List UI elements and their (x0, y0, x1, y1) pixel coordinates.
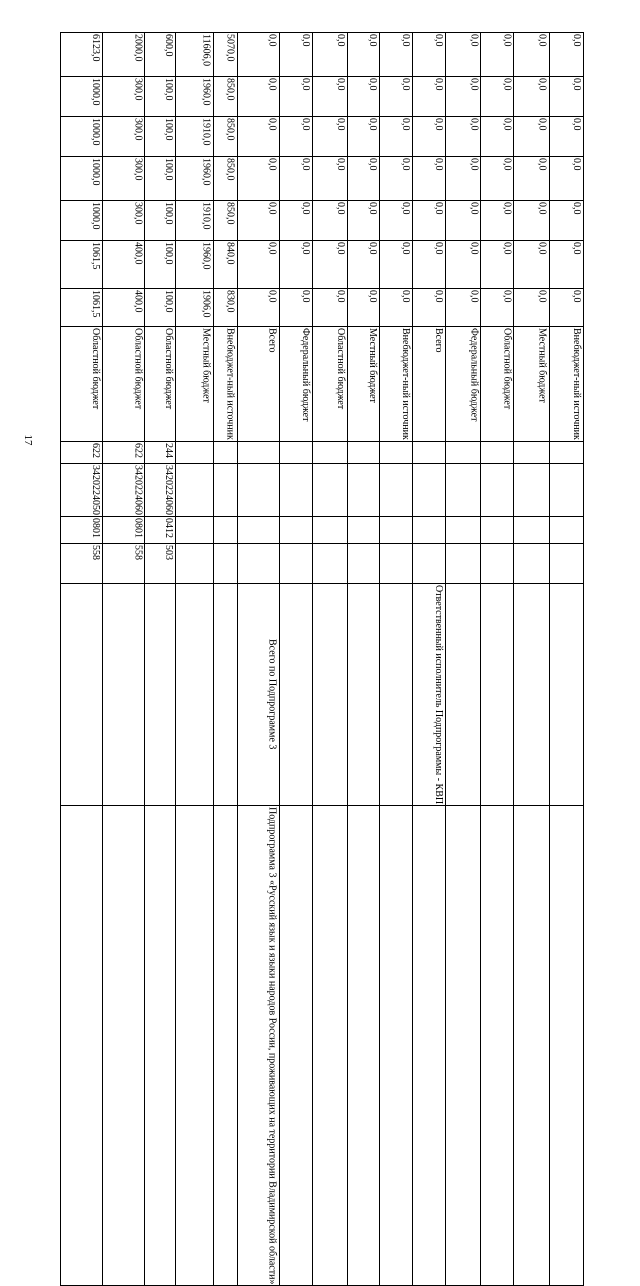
amount-cell: 0,0 (379, 201, 412, 241)
source-cell: Областной бюджет (312, 327, 347, 442)
program-cell (481, 805, 514, 1285)
amount-cell: 1061,5 (61, 241, 103, 289)
executor-cell (61, 583, 103, 805)
amount-cell: 0,0 (237, 289, 279, 327)
vr-cell (312, 441, 347, 463)
amount-cell: 0,0 (237, 201, 279, 241)
amount-cell: 0,0 (237, 33, 279, 77)
amount-cell: 0,0 (379, 77, 412, 117)
program-cell (279, 805, 312, 1285)
amount-cell: 600,0 (145, 33, 176, 77)
amount-cell: 0,0 (446, 77, 481, 117)
amount-cell: 0,0 (379, 241, 412, 289)
source-cell: Областной бюджет (145, 327, 176, 442)
table-row (61, 327, 584, 442)
amount-cell: 0,0 (514, 157, 549, 201)
grbs-cell (481, 543, 514, 583)
budget-table-body (61, 33, 584, 1286)
csr-cell (413, 463, 446, 516)
amount-cell: 0,0 (481, 201, 514, 241)
program-cell (176, 805, 214, 1285)
amount-cell: 0,0 (413, 33, 446, 77)
executor-cell (348, 583, 380, 805)
program-cell (312, 805, 347, 1285)
program-cell (446, 805, 481, 1285)
csr-cell (446, 463, 481, 516)
vr-cell (176, 441, 214, 463)
executor-cell (213, 583, 237, 805)
amount-cell: 100,0 (145, 77, 176, 117)
amount-cell: 0,0 (481, 241, 514, 289)
grbs-cell (549, 543, 583, 583)
amount-cell: 1061,5 (61, 289, 103, 327)
table-row (61, 157, 584, 201)
program-cell (348, 805, 380, 1285)
executor-cell (379, 583, 412, 805)
amount-cell: 300,0 (103, 117, 145, 157)
table-row (61, 289, 584, 327)
amount-cell: 0,0 (446, 157, 481, 201)
rzpr-cell (379, 516, 412, 543)
source-cell: Областной бюджет (61, 327, 103, 442)
source-cell: Федеральный бюджет (446, 327, 481, 442)
csr-cell: 3420224060 (103, 463, 145, 516)
source-cell: Областной бюджет (103, 327, 145, 442)
amount-cell: 1910,0 (176, 201, 214, 241)
amount-cell: 0,0 (413, 157, 446, 201)
amount-cell: 0,0 (279, 241, 312, 289)
amount-cell: 300,0 (103, 157, 145, 201)
program-cell (379, 805, 412, 1285)
source-cell: Местный бюджет (348, 327, 380, 442)
csr-cell (237, 463, 279, 516)
rzpr-cell (237, 516, 279, 543)
amount-cell: 0,0 (312, 201, 347, 241)
amount-cell: 0,0 (348, 33, 380, 77)
executor-cell (549, 583, 583, 805)
amount-cell: 0,0 (279, 33, 312, 77)
rzpr-cell (176, 516, 214, 543)
amount-cell: 0,0 (237, 157, 279, 201)
amount-cell: 850,0 (213, 157, 237, 201)
amount-cell: 0,0 (413, 289, 446, 327)
grbs-cell (348, 543, 380, 583)
amount-cell: 0,0 (413, 201, 446, 241)
rzpr-cell (312, 516, 347, 543)
amount-cell: 100,0 (145, 117, 176, 157)
vr-cell: 622 (103, 441, 145, 463)
vr-cell (549, 441, 583, 463)
vr-cell (446, 441, 481, 463)
csr-cell (549, 463, 583, 516)
amount-cell: 0,0 (481, 77, 514, 117)
program-cell (213, 805, 237, 1285)
amount-cell: 0,0 (413, 117, 446, 157)
amount-cell: 0,0 (413, 77, 446, 117)
amount-cell: 830,0 (213, 289, 237, 327)
amount-cell: 0,0 (514, 289, 549, 327)
amount-cell: 1910,0 (176, 117, 214, 157)
table-row (61, 201, 584, 241)
amount-cell: 300,0 (103, 77, 145, 117)
amount-cell: 0,0 (312, 77, 347, 117)
rzpr-cell (514, 516, 549, 543)
vr-cell: 622 (61, 441, 103, 463)
rzpr-cell: 0412 (145, 516, 176, 543)
amount-cell: 100,0 (145, 289, 176, 327)
grbs-cell (279, 543, 312, 583)
source-cell: Местный бюджет (176, 327, 214, 442)
amount-cell: 0,0 (446, 289, 481, 327)
amount-cell: 0,0 (348, 201, 380, 241)
amount-cell: 100,0 (145, 241, 176, 289)
vr-cell (413, 441, 446, 463)
grbs-cell (213, 543, 237, 583)
amount-cell: 0,0 (549, 77, 583, 117)
amount-cell: 100,0 (145, 201, 176, 241)
amount-cell: 0,0 (549, 201, 583, 241)
table-row (61, 516, 584, 543)
rzpr-cell: 0801 (61, 516, 103, 543)
amount-cell: 840,0 (213, 241, 237, 289)
table-row (61, 117, 584, 157)
amount-cell: 400,0 (103, 241, 145, 289)
amount-cell: 0,0 (514, 241, 549, 289)
amount-cell: 6123,0 (61, 33, 103, 77)
amount-cell: 0,0 (481, 157, 514, 201)
table-row (61, 805, 584, 1285)
executor-cell (279, 583, 312, 805)
amount-cell: 0,0 (348, 241, 380, 289)
amount-cell: 0,0 (279, 289, 312, 327)
amount-cell: 5070,0 (213, 33, 237, 77)
grbs-cell (237, 543, 279, 583)
csr-cell (481, 463, 514, 516)
source-cell: Внебюджет-ный источник (379, 327, 412, 442)
grbs-cell (413, 543, 446, 583)
program-cell: Подпрограмма 3 «Русский язык и языки народов России, проживающих на территории Владимирской области» (237, 805, 279, 1285)
program-cell (61, 805, 103, 1285)
amount-cell: 400,0 (103, 289, 145, 327)
csr-cell (312, 463, 347, 516)
executor-cell (176, 583, 214, 805)
amount-cell: 0,0 (312, 241, 347, 289)
vr-cell (379, 441, 412, 463)
grbs-cell (379, 543, 412, 583)
amount-cell: 0,0 (379, 33, 412, 77)
source-cell: Областной бюджет (481, 327, 514, 442)
amount-cell: 0,0 (237, 77, 279, 117)
table-row (61, 543, 584, 583)
amount-cell: 0,0 (312, 289, 347, 327)
vr-cell: 244 (145, 441, 176, 463)
amount-cell: 300,0 (103, 201, 145, 241)
amount-cell: 0,0 (481, 33, 514, 77)
grbs-cell (312, 543, 347, 583)
executor-cell (312, 583, 347, 805)
source-cell: Всего (413, 327, 446, 442)
rzpr-cell (481, 516, 514, 543)
grbs-cell (514, 543, 549, 583)
rzpr-cell (213, 516, 237, 543)
table-row (61, 241, 584, 289)
amount-cell: 0,0 (279, 77, 312, 117)
table-row (61, 463, 584, 516)
csr-cell (379, 463, 412, 516)
amount-cell: 0,0 (312, 33, 347, 77)
amount-cell: 1906,0 (176, 289, 214, 327)
grbs-cell: 558 (61, 543, 103, 583)
csr-cell: 3420224050 (61, 463, 103, 516)
amount-cell: 0,0 (446, 33, 481, 77)
table-row (61, 77, 584, 117)
csr-cell (213, 463, 237, 516)
program-cell (103, 805, 145, 1285)
amount-cell: 0,0 (348, 289, 380, 327)
program-cell (413, 805, 446, 1285)
amount-cell: 850,0 (213, 201, 237, 241)
executor-cell (481, 583, 514, 805)
rotated-table-wrapper (60, 32, 584, 1285)
grbs-cell (176, 543, 214, 583)
amount-cell: 1960,0 (176, 241, 214, 289)
amount-cell: 0,0 (348, 77, 380, 117)
table-row (61, 441, 584, 463)
amount-cell: 0,0 (549, 241, 583, 289)
table-row (61, 33, 584, 77)
grbs-cell (446, 543, 481, 583)
rzpr-cell (413, 516, 446, 543)
program-cell (549, 805, 583, 1285)
executor-cell (446, 583, 481, 805)
amount-cell: 0,0 (279, 201, 312, 241)
rzpr-cell (446, 516, 481, 543)
grbs-cell: 558 (103, 543, 145, 583)
amount-cell: 1960,0 (176, 77, 214, 117)
csr-cell (176, 463, 214, 516)
page-number: 17 (22, 434, 34, 446)
amount-cell: 1000,0 (61, 117, 103, 157)
amount-cell: 0,0 (446, 117, 481, 157)
source-cell: Внебюджет-ный источник (213, 327, 237, 442)
executor-cell (103, 583, 145, 805)
amount-cell: 0,0 (379, 289, 412, 327)
vr-cell (481, 441, 514, 463)
amount-cell: 0,0 (549, 117, 583, 157)
executor-cell: Всего по Подпрограмме 3 (237, 583, 279, 805)
executor-cell: Ответственный исполнитель Подпрограммы - КВП (413, 583, 446, 805)
amount-cell: 0,0 (279, 117, 312, 157)
csr-cell (279, 463, 312, 516)
amount-cell: 0,0 (549, 157, 583, 201)
amount-cell: 100,0 (145, 157, 176, 201)
amount-cell: 0,0 (549, 289, 583, 327)
amount-cell: 1000,0 (61, 201, 103, 241)
amount-cell: 0,0 (481, 289, 514, 327)
amount-cell: 0,0 (348, 157, 380, 201)
amount-cell: 0,0 (549, 33, 583, 77)
budget-table (60, 32, 584, 1286)
source-cell: Местный бюджет (514, 327, 549, 442)
amount-cell: 1000,0 (61, 77, 103, 117)
amount-cell: 0,0 (312, 157, 347, 201)
amount-cell: 0,0 (413, 241, 446, 289)
source-cell: Всего (237, 327, 279, 442)
amount-cell: 0,0 (379, 157, 412, 201)
csr-cell (514, 463, 549, 516)
amount-cell: 850,0 (213, 117, 237, 157)
amount-cell: 0,0 (446, 201, 481, 241)
vr-cell (348, 441, 380, 463)
program-cell (514, 805, 549, 1285)
amount-cell: 0,0 (279, 157, 312, 201)
table-row (61, 583, 584, 805)
amount-cell: 0,0 (514, 201, 549, 241)
rzpr-cell (279, 516, 312, 543)
amount-cell: 0,0 (237, 117, 279, 157)
rzpr-cell: 0801 (103, 516, 145, 543)
amount-cell: 1000,0 (61, 157, 103, 201)
source-cell: Федеральный бюджет (279, 327, 312, 442)
vr-cell (237, 441, 279, 463)
amount-cell: 850,0 (213, 77, 237, 117)
executor-cell (514, 583, 549, 805)
program-cell (145, 805, 176, 1285)
amount-cell: 1960,0 (176, 157, 214, 201)
rzpr-cell (348, 516, 380, 543)
csr-cell: 3420224060 (145, 463, 176, 516)
amount-cell: 0,0 (379, 117, 412, 157)
amount-cell: 0,0 (446, 241, 481, 289)
rzpr-cell (549, 516, 583, 543)
amount-cell: 0,0 (481, 117, 514, 157)
vr-cell (279, 441, 312, 463)
executor-cell (145, 583, 176, 805)
vr-cell (213, 441, 237, 463)
csr-cell (348, 463, 380, 516)
amount-cell: 11606,0 (176, 33, 214, 77)
amount-cell: 0,0 (237, 241, 279, 289)
amount-cell: 0,0 (312, 117, 347, 157)
amount-cell: 0,0 (514, 117, 549, 157)
amount-cell: 2000,0 (103, 33, 145, 77)
grbs-cell: 503 (145, 543, 176, 583)
amount-cell: 0,0 (514, 33, 549, 77)
source-cell: Внебюджет-ный источник (549, 327, 583, 442)
vr-cell (514, 441, 549, 463)
amount-cell: 0,0 (514, 77, 549, 117)
amount-cell: 0,0 (348, 117, 380, 157)
